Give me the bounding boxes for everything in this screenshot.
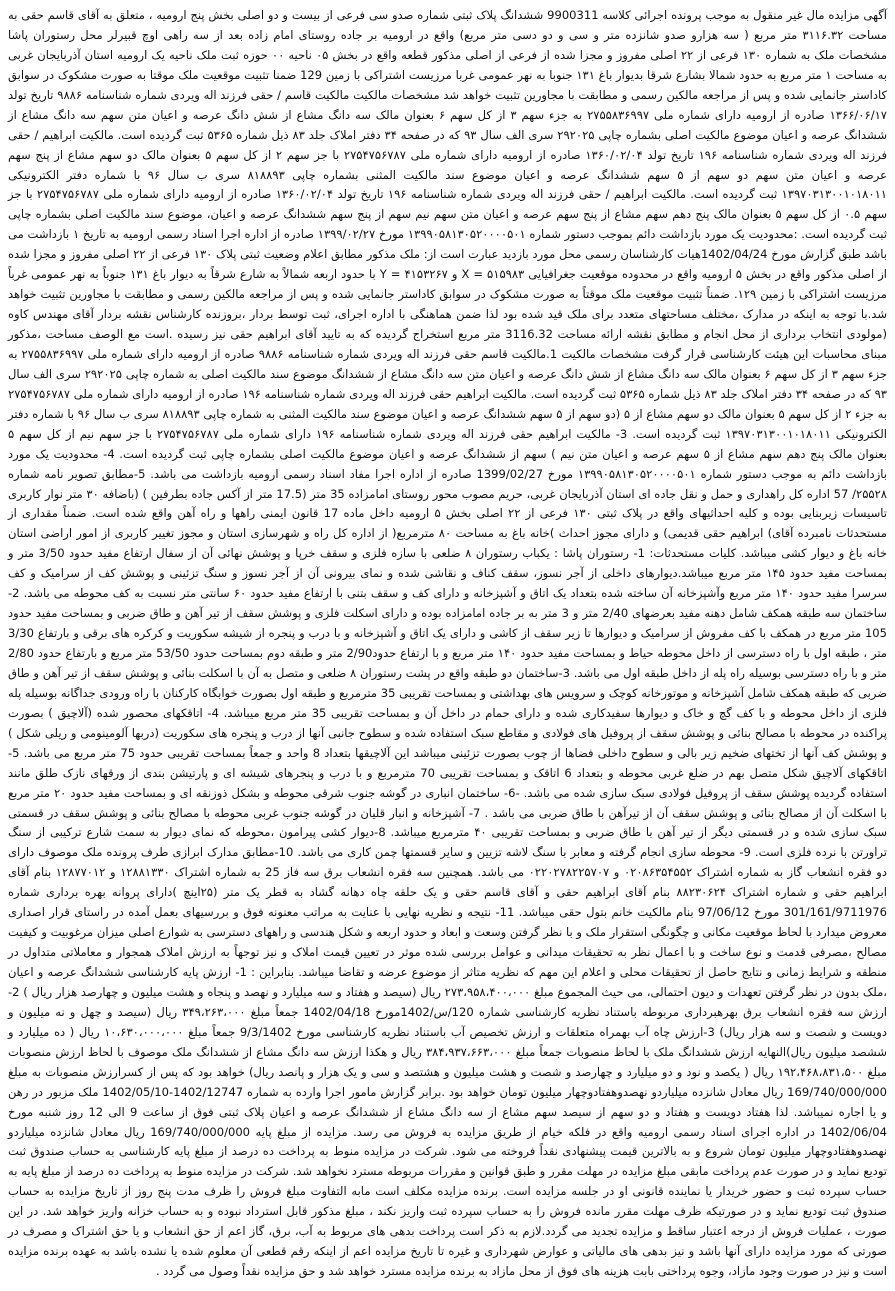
auction-notice-body: آگهی مزایده مال غیر منقول به موجب پرونده اجرائی کلاسه 9900311 ششدانگ پلاک ثبتی شماره صدو سی فرعی از بیست و دو اصلی بخش پنج ارومیه ، متعلق به آقای قاسم حقی به مساحت ۳۱۱۶.۳۲ متر مربع ( سه هزارو صدو شانزده متر و سی و دو دسی متر مربع) واقع در ارومیه بر جاده روستای امام زاده بعد از سه راهی اوچ قبیرلر محل رستوران پاشا مشخصات ملک به شماره ۱۳۰ فرعی از ۲۲ اصلی مفروز و مجزا شده از فرعی از اصلی مذکور قطعه واقع در بخش ۰۵ ناحیه ۰۰ حوزه ثبت ملک ناحیه یک ارومیه استان آذربایجان غربی به مساحت ۱ متر مربع به حدود شمالا بشارع شرقا بدیوار باغ ۱۳۱ جنوبا به نهر عمومی غربا مرزیست اشتراکی با زمین 129 ضمنا تثبیت موقعیت ملک موقتا به صورت مشکوک در سوابق کاداستر جانمایی شده و پس از مراجعه مالکین رسمی و مطابقت با مجاورین تثبیت خواهد شد مشخصات مالکیت مالکیت قاسم / حقی فرزند اله ویردی شماره شناسنامه ۹۸۸۶ تاریخ تولد ۱۳۶۶/۰۶/۱۷ صادره از ارومیه دارای شماره ملی ۲۷۵۵۸۳۶۹۹۷ به جزء سهم ۳ از کل سهم ۶ بعنوان مالک سه دانگ مشاع از شش دانگ عرصه و اعیان متن سهم سه دانگ مشاع از ششدانگ عرصه و اعیان موضوع مالکیت اصلی بشماره چاپی ۲۹۲۰۲۵ سری الف سال ۹۳ که در صفحه ۳۴ دفتر املاک جلد ۸۳ ذیل شماره ۵۳۶۵ ثبت گردیده است. مالکیت ابراهیم / حقی فرزند اله ویردی شماره شناسنامه ۱۹۶ تاریخ تولد ۱۳۶۰/۰۲/۰۴ صادره از ارومیه دارای شماره ملی ۲۷۵۴۷۵۶۷۸۷ با جز سهم ۲ از کل سهم ۵ بعنوان مالک دو سهم مشاع از پنج سهم عرصه و اعیان متن سهم دو سهم از ۵ سهم ششدانگ عرصه و اعیان موضوع سند مالکیت المثنی بشماره چاپی ۸۱۸۸۹۳ سری ب سال ۹۶ با شماره دفتر الکترونیکی ۱۳۹۷۰۳۱۳۰۰۱۰۱۸۰۱۱ ثبت گردیده است. مالکیت ابراهیم / حقی فرزند اله ویردی شماره شناسنامه ۱۹۶ تاریخ تولد ۱۳۶۰/۰۲/۰۴ صادره از ارومیه دارای شماره ملی ۲۷۵۴۷۵۶۷۸۷ با جز سهم ۰.۵ از کل سهم ۵ بعنوان مالک پنج دهم سهم مشاع از پنج سهم عرصه و اعیان متن سهم نیم سهم از پنج سهم ششدانگ عرصه و اعیان، موضوع سند مالکیت اصلی بشماره چاپی ثبت گردیده است. :محدودیت یک مورد بازداشت دائم بموجب دستور شماره ۱۳۹۹۰۵۸۱۳۰۵۲۰۰۰۰۵۰۱ مورخ ۱۳۹۹/۰۲/۲۷ صادره از اداره اجرا اسناد رسمی ارومیه به تاریخ ۱ بازداشت می باشد طبق گزارش مورخ 1402/04/24هیات کارشناسان رسمی محل مورد بازدید عبارت است از: ملک مذکور مطابق اعلام وضعیت ثبتی پلاک ۱۳۰ فرعی از ۲۲ اصلی مفروز و مجزا شده از اصلی مذکور واقع در بخش ۵ ارومیه واقع در محدوده موقعیت جغرافیایی ۵۱۵۹۸۳ = X و ۴۱۵۳۲۶۷ = Y با حدود اربعه شمالاً به شارع شرقاً به دیوار باغ ۱۳۱ جنوباً به نهر عمومی غرباً مرزیست اشتراکی با زمین ۱۲۹. ضمناً تثبیت موقعیت ملک موقتاً به صورت مشکوک در سوابق کاداستر جانمایی شده و پس از مراجعه مالکین رسمی و مطابقت با مجاورین تثبیت خواهد شد.با توجه به اینکه در مدارک ،مختلف مساحتهای متعدد برای ملک قید شده بود لذا ضمن هماهنگی با اداره اجرای، ثبت توسط بردار ،بروزنده کارشناس نقشه بردار آقای مهندس کاوه (مولودی انتخاب برداری از محل انجام و مطابق نقشه ارائه مساحت 3116.32 متر مربع استخراج گردیده که به تایید آقای ابراهیم حقی نیز رسیده .است مع الوصف مساحت ،مذکور مبنای محاسبات این هیئت کارشناسی قرار گرفت مشخصات مالکیت 1.مالکیت قاسم حقی فرزند اله ویردی شماره شناسنامه ۹۸۸۶ صادره از ارومیه دارای شماره ملی ۲۷۵۵۸۳۶۹۹۷ به جزء سهم ۳ از کل سهم ۶ بعنوان مالک سه دانگ مشاع از شش دانگ عرصه و اعیان متن سه دانگ مشاع از ششدانگ موضوع سند مالکیت اصلی به شماره چاپی ۲۹۲۰۲۵ سری الف سال ۹۳ که در صفحه ۳۴ دفتر املاک جلد ۸۳ ذیل شماره ۵۳۶۵ ثبت گردیده است. مالکیت ابراهیم حقی فرزند اله ویردی شماره شناسنامه ۱۹۶ صادره از ارومیه دارای شماره ملی ۲۷۵۴۷۵۶۷۸۷ به جزء ۲ از کل سهم ۵ بعنوان مالک دو سهم مشاع از ۵ (دو سهم از ۵ سهم ششدانگ عرصه و اعیان موضوع سند مالکیت المثنی به شماره چاپی ۸۱۸۸۹۳ سری ب سال ۹۶ با شماره دفتر الکترونیکی ۱۳۹۷۰۳۱۳۰۰۱۰۱۸۰۱۱ ثبت گردیده است. 3- مالکیت ابراهیم حقی فرزند اله ویردی شماره شناسنامه ۱۹۶ دارای شماره ملی ۲۷۵۴۷۵۶۷۸۷ با جز سهم نیم از کل سهم ۵ بعنوان مالک پنج دهم سهم مشاع از ۵ سهم عرصه و اعیان متن نیم ) سهم از ششدانگ عرصه و اعیان موضوع مالکیت اصلی بشماره چاپی ثبت گردیده است. 4- محدودیت یک مورد بازداشت دائم به موجب دستور شماره ۱۳۹۹۰۵۸۱۳۰۵۲۰۰۰۰۵۰۱ مورخ 1399/02/27 صادره از اداره اجرا مفاد اسناد رسمی ارومیه بازداشت می باشد. 5-مطابق تصویر نامه شماره ۲۵۵۲۸/ 57 اداره کل راهداری و حمل و نقل جاده ای استان آذربایجان غربی، حریم مصوب محور روستای امامزاده 35 متر (17.5 متر از آکس جاده بطرفین ) (باضافه ۳۰ متر نوار کاربری تاسیسات زیربنایی بوده و کلیه احداثیهای واقع در پلاک ثبتی ۱۳۰ فرعی از ۲۲ اصلی بخش ۵ ارومیه داخل ماده 17 قانون ایمنی راهها و راه آهن واقع شده است. ضمناً مقداری از مستحدثات نامبرده آقای) ابراهیم حقی قدیمی) و دارای مجوز احداث )خانه باغ به مساحت ۸۰ مترمربع( از اداره کل راه و شهرسازی استان و مجوز تغییر کاربری از امور اراضی استان خانه باغ و دیوار کشی میباشد. کلیات مستحدثات: 1- رستوران پاشا : یکباب رستوران ۸ ضلعی با سازه فلزی و سقف خرپا و پوشش نهائی آن از سفال ارتفاع مفید حدود 3/50 متر و بمساحت مفید حدود ۱۴۵ متر مربع میباشد.دیوارهای داخلی از آجر نسوز، سقف کناف و نقاشی شده و نمای بیرونی آن از آجر نسوز و سنگ تزئینی و پوشش کف از سرامیک و کف سرسرا مفید حدود ۱۴۰ متر مربع وآشپزخانه آن ساخته شده بتعداد یک اتاق و آشپزخانه و دارای کف و سقف بتنی با ارتفاع مفید حدود ۶۰ سانتی متر نسبت به کف محوطه می باشد. 2- ساختمان سه طبقه همکف شامل دهنه مفید بعرضهای 2/40 متر و 3 متر به بر جاده امامزاده بوده و دارای اسکلت فلزی و پوشش سقف از تیر آهن و طاق ضربی و بمساحت مفید حدود 105 متر مربع در همکف با کف مفروش از سرامیک و دیوارها تا زیر سقف از کاشی و دارای یک اتاق و آشپزخانه و با درب و پنجره از شیشه سکوریت و کرکره های برقی و بارتفاع 3/30 متر ، طبقه اول با راه دسترسی از داخل محوطه حیاط و بمساحت مفید حدود ۱۴۰ متر مربع و با ارتفاع حدود2/90 متر و طبقه دوم بمساحت حدود 53/50 متر مربع و بارتفاع حدود 2/80 متر و با راه دسترسی بوسیله راه پله از داخل طبقه اول می باشد. 3-ساختمان دو طبقه واقع در پشت رستوران ۸ ضلعی و متصل به آن با اسکلت بنائی و پوشش سقف از تیر آهن و طاق ضربی که طبقه همکف شامل آشپزخانه و موتورخانه کوچک و سرویس های بهداشتی و بمساحت تقریبی 35 مترمربع و طبقه اول بصورت خوابگاه کارکنان با راه ورودی جداگانه بوسیله پله فلزی از داخل محوطه و با کف گچ و خاک و دیوارها سفیدکاری شده و دارای حمام در داخل آن و بمساحت تقریبی 35 متر مربع میباشد. 4- اتاقکهای محصور شده (آلاچیق ) بصورت پراکنده در محوطه با مصالح بنائی و پوشش سقف از پروفیل های فولادی و مقاطع سبک استفاده شده و سطوح جانبی آنها از درب و پنجره های سکوریت (دربها آلومینومی و ریلی شکل ) و پوشش کف آنها از تختهای ضخیم زیر بالی و سطوح داخلی فضاها از چوب بصورت تزئینی میباشد این آلاچیقها بتعداد 8 واحد و جمعاً بمساحت تقریبی حدود 75 متر مربع می باشد. 5- اتاقکهای آلاچیق شکل متصل بهم در ضلع غربی محوطه و بتعداد 6 اتاقک و بمساحت تقریبی 70 مترمربع و با درب و پنجرهای شیشه ای و پارتیشن بندی از ورقهای نازک طلق مانند استفاده گردیده پوشش سقف از پروفیل فولادی سبک سازی شده می باشد. -6- ساختمان انباری در گوشه جنوب شرقی محوطه و بشکل ذوزنقه ای و بمساحت مفید حدود ۲۰ متر مربع با اسکلت آن از مصالح بنائی و پوشش سقف آن از تیرآهن با طاق ضربی می باشد . 7- آشپزخانه و انبار قلیان در گوشه جنوب غربی محوطه با مصالح بنائی و پوشش سقف در قسمتی سبک سازی شده و در قسمتی دیگر از تیر آهن با طاق ضربی و بمساحت تقریبی ۴۰ مترمربع میباشد. 8-دیوار کشی پیرامون ،محوطه که نمای دیوار به سمت شارع ترکیبی از سنگ تراورتن با نرده فلزی است. 9- محوطه سازی انجام گرفته و معابر با سنگ لاشه تزیین و سایر قسمتها چمن کاری می باشد. 10-مطابق مدارک ابرازی طرف پرونده ملک موصوف دارای دو فقره انشعاب گاز به شماره اشتراک ۰۲۰۸۶۳۵۴۵۵۲ و ۰۲۲۰۲۷۸۲۲۵۷۰۷ می باشد. همچنین سه فقره انشعاب برق سه فاز 25 به شماره اشتراک ۱۲۸۸۱۳۳۰ و ۱۲۸۷۷۰۱۲ بنام آقای ابراهیم حقی و شماره اشتراک ۸۸۲۳۰۶۲۴ بنام آقای ابراهیم حقی و آقای قاسم حقی و یک حلقه چاه دهانه گشاد به قطر یک متر (۲۵اینچ )دارای پروانه بهره برداری شماره 301/161/9711976 مورخ 97/06/12 بنام مالکیت خانم بتول حقی میباشد. 11- نتیجه و نظریه نهایی با عنایت به مراتب معنونه فوق و بررسیهای بعمل آمده در راستای قرار اصداری معروض میدارد با لحاظ موقعیت مکانی و چگونگی استقرار ملک و با نظر گرفتن وسعت و ابعاد و حدود اربعه و شکل هندسی و راههای دسترسی به شوارع اصلی میزان مرغوبیت و کیفیت مصالح ،مصرفی قدمت و نوع ساخت و با اعمال نظر به تحقیقات میدانی و عوامل بررسی شده موثر در تعیین قیمت املاک و نیز توجهاً به ارزش املاک همجوار و معاملاتی متداول در منطقه و شرایط زمانی و نتایج حاصل از تحقیقات محلی و اعلام این مهم که نظریه متاثر از موضوع عرضه و تقاضا میباشد. بنابراین : 1- ارزش پایه کارشناسی ششدانگ عرصه و اعیان ،ملک بدون در نظر گرفتن تعهدات و دیون احتمالی، می حیث المجموع مبلغ ۲۷۳،۹۵۸،۴۰۰،۰۰۰ ریال (سیصد و هفتاد و سه میلیارد و نهصد و پنجاه و هشت میلیون و چهارصد هزار ریال ) 2- ارزش سه فقره انشعاب برق بهرهبرداری مربوطه باستناد نظریه کارشناسی شماره 120/س/1402مورخ 1402/04/18 جمعاً مبلغ ۳۴۹،۲۶۳،۰۰۰ ریال (سیصد و چهل و نه میلیون و دویست و شصت و سه هزار ریال) 3-ارزش چاه آب بهمراه متعلقات و ارزش تخصیص آب باستناد نظریه کارشناسی مورخ 9/3/1402 جمعاً مبلغ ۱۰،۶۳۰،۰۰۰،۰۰۰ ریال ( ده میلیارد و ششصد میلیون ریال)النهایه ارزش ششدانگ ملک با لحاظ منصوبات جمعاً مبلغ ۳۸۴،۹۳۷،۶۶۳،۰۰۰ ریال و هکذا ارزش سه دانگ مشاع از ششدانگ ملک موصوف با لحاظ ارزش منصوبات مبلغ ۱۹۲،۴۶۸،۸۳۱،۵۰۰ ریال ( یکصد و نود و دو میلیارد و چهارصد و شصت و هشت میلیون و هشتصد و سی و یک هزار و پانصد ریال) خواهد بود که پس از کسرارزش منصوبات به مبلغ 169/740/000/000 ریال معادل شانزده میلیاردو نهصدوهفتادوچهار میلیون تومان خواهد بود .برابر گزارش مامور اجرا وارده به شماره 1402/12747-1402/05/10 ملک مزبور در رهن و یا اجاره نمیباشد. لذا هفتاد دویست و هفتاد و دو سهم از سیصد سهم مشاع از سه دانگ مشاع از ششدانگ عرصه و اعیان پلاک ثبتی فوق از ساعت 9 الی 12 روز شنبه مورخ 1402/06/04 در اداره اجرای اسناد رسمی ارومیه واقع در فلکه خیام از طریق مزایده به فروش می رسد. مزایده از مبلغ پایه 169/740/000/000 ریال معادل شانزده میلیاردو نهصدوهفتادوچهار میلیون تومان شروع و به بالاترین قیمت پیشنهادی نقداً فروخته می شود. شرکت در مزایده منوط به پرداخت ده درصد از مبلغ پایه کارشناسی به حساب صندوق ثبت تودیع نماید و در صورت عدم پرداخت مابقی مبلغ مزایده در مهلت مقرر و طبق قوانین و مقررات مربوطه مسترد نخواهد شد. شرکت در مزایده منوط به پرداخت ده درصد از مبلغ پایه به حساب سپرده ثبت و حضور خریدار یا نماینده قانونی او در جلسه مزایده است. برنده مزایده مکلف است مابه التفاوت مبلغ فروش را ظرف مدت پنج روز از تاریخ مزایده به حساب صندوق ثبت تودیع نماید و در صورتیکه ظرف مهلت مقرر مانده فروش را به حساب سپرده ثبت واریز نکند ، مبلغ مذکور قابل استرداد نبوده و به حساب خزانه واریز خواهد شد. در این صورت ، عملیات فروش از درجه اعتبار ساقط و مزایده تجدید می گردد.لازم به ذکر است پرداخت بدهی های مربوط به آب، برق، گاز اعم از حق انشعاب و یا حق اشتراک و مصرف در صورتی که مورد مزایده دارای آنها باشد و نیز بدهی های مالیاتی و عوارض شهرداری و غیره تا تاریخ مزایده اعم از اینکه رقم قطعی آن معلوم شده یا نشده باشد به عهده برنده مزایده است و نیز در صورت وجود مازاد، وجوه پرداختی بابت هزینه های فوق از محل مازاد به برنده مزایده مسترد خواهد شد و حق مزایده نقداً وصول می گردد . xyxy=(8,8,888,1279)
